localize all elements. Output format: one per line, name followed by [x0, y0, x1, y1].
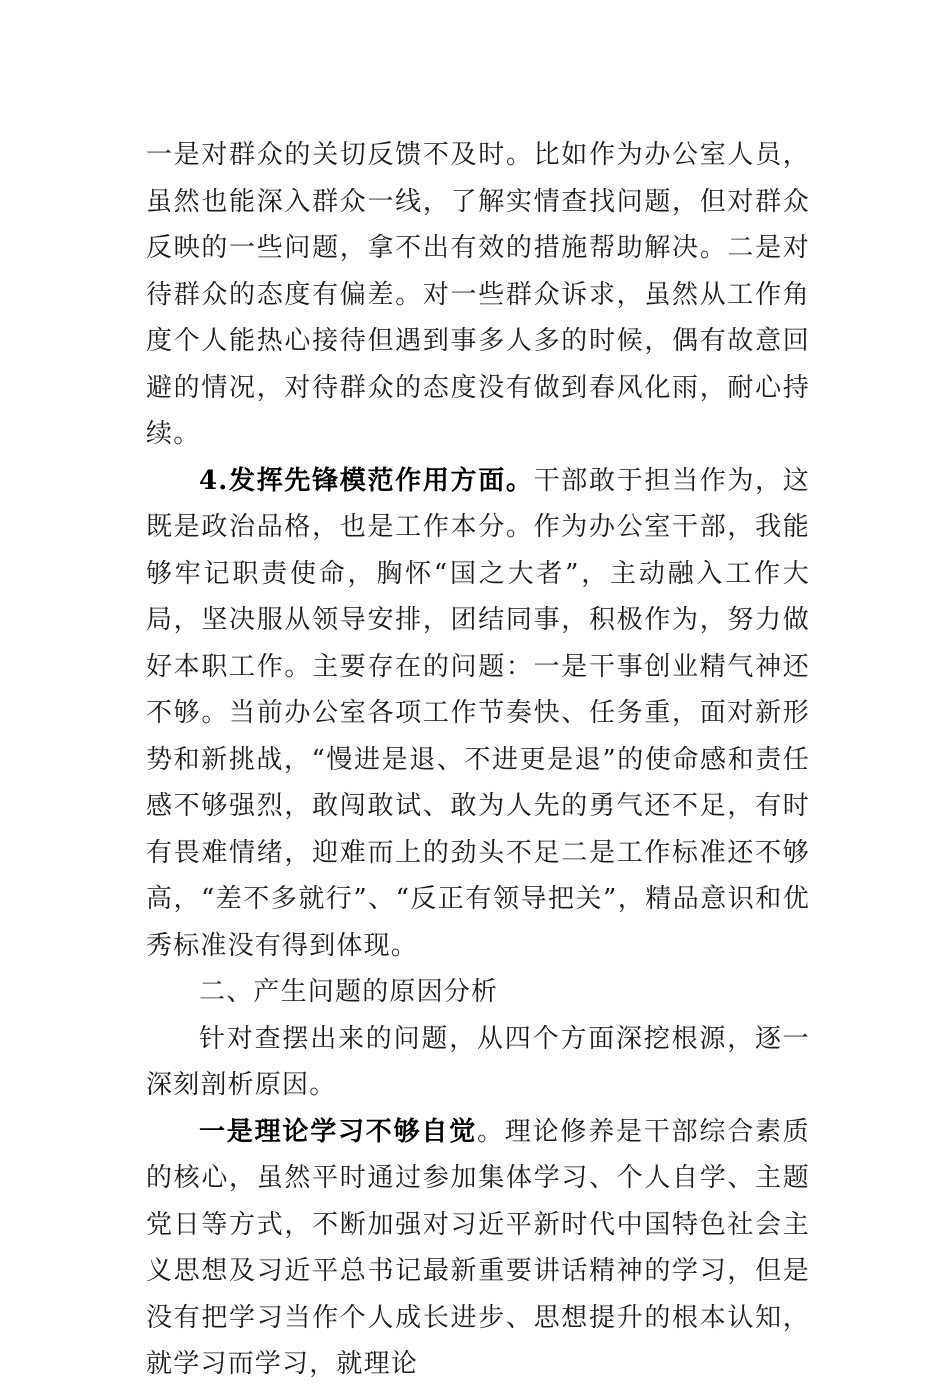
paragraph-4-lead: 一是理论学习不够自觉 — [199, 1116, 477, 1147]
section-heading-text: 二、产生问题的原因分析 — [199, 977, 499, 1007]
paragraph-3-text: 针对查摆出来的问题，从四个方面深挖根源，逐一深刻剖析原因。 — [146, 1023, 810, 1100]
document-body — [146, 132, 810, 1388]
paragraph-3 — [146, 1016, 810, 1109]
paragraph-1-text: 一是对群众的关切反馈不及时。比如作为办公室人员，虽然也能深入群众一线，了解实情查找问题，但对群众反映的一些问题，拿不出有效的措施帮助解决。二是对待群众的态度有偏差。对一些群众诉求，虽然从工作角度个人能热心接待但遇到事多人多的时候，偶有故意回避的情况，对待群众的态度没有做到春风化雨，耐心持续。 — [146, 140, 810, 449]
paragraph-4-text: 。理论修养是干部综合素质的核心，虽然平时通过参加集体学习、个人自学、主题党日等方式，不断加强对习近平新时代中国特色社会主义思想及习近平总书记最新重要讲话精神的学习，但是没有把学习当作个人成长进步、思想提升的根本认知，就学习而学习，就理论 — [146, 1116, 810, 1379]
paragraph-2-lead: 4.发挥先锋模范作用方面。 — [199, 465, 534, 496]
paragraph-2-text: 干部敢于担当作为，这既是政治品格，也是工作本分。作为办公室干部，我能够牢记职责使命，胸怀“国之大者”，主动融入工作大局，坚决服从领导安排，团结同事，积极作为，努力做好本职工作。主要存在的问题：一是干事创业精气神还不够。当前办公室各项工作节奏快、任务重，面对新形势和新挑战，“慢进是退、不进更是退”的使命感和责任感不够强烈，敢闯敢试、敢为人先的勇气还不足，有时有畏难情绪，迎难而上的劲头不足二是工作标准还不够高，“差不多就行”、“反正有领导把关”，精品意识和优秀标准没有得到体现。 — [146, 465, 810, 961]
paragraph-2 — [146, 458, 810, 970]
paragraph-4 — [146, 1109, 810, 1388]
section-heading — [146, 969, 810, 1016]
paragraph-1 — [146, 132, 810, 458]
